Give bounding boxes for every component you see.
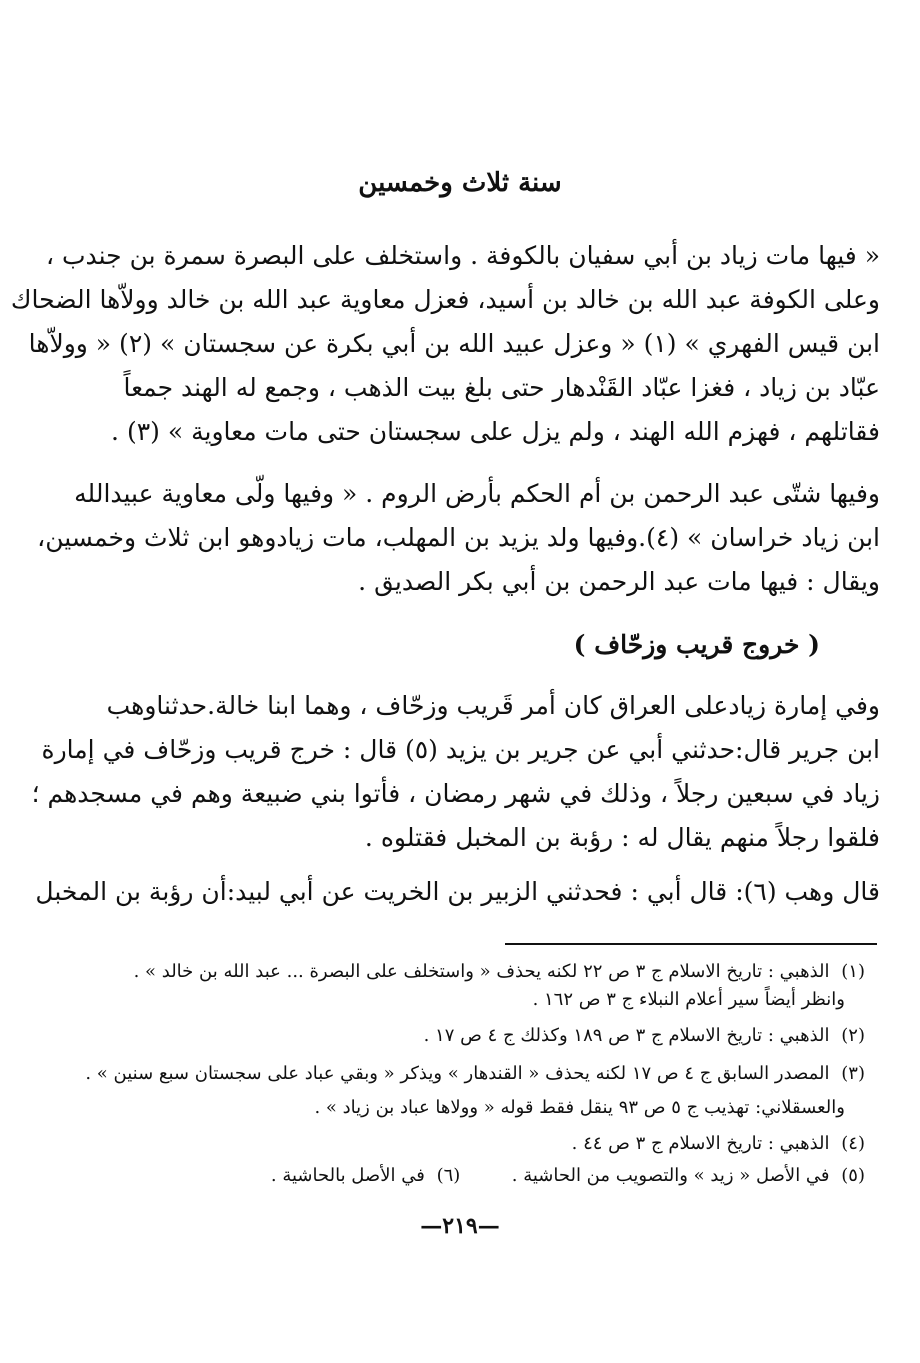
- paragraph-line: عبّاد بن زياد ، فغزا عبّاد القَنْدهار حتى بلغ بيت الذهب ، وجمع له الهند جمعاً: [123, 373, 880, 402]
- chapter-heading: سنة ثلاث وخمسين: [358, 168, 562, 198]
- paragraph-line: فلقوا رجلاً منهم يقال له : رؤبة بن المخبل فقتلوه .: [364, 823, 880, 852]
- footnote-4: [150, 1130, 865, 1158]
- footnote-text: الذهبي : تاريخ الاسلام ج ٣ ص ٢٢ لكنه يحذف « واستخلف على البصرة ... عبد الله بن خالد » .: [133, 961, 830, 982]
- paragraph-line: زياد في سبعين رجلاً ، وذلك في شهر رمضان ، فأتوا بني ضبيعة وهم في مسجدهم ؛: [31, 779, 880, 808]
- paragraph-line: قال وهب (٦): قال أبي : فحدثني الزبير بن الخريت عن أبي لبيد:أن رؤبة بن المخبل: [35, 877, 880, 906]
- footnote-text: في الأصل بالحاشية .: [270, 1165, 425, 1186]
- footnote-number: (٢): [841, 1025, 865, 1046]
- paragraph-line: ابن جرير قال:حدثني أبي عن جرير بن يزيد (٥) قال : خرج قريب وزحّاف في إمارة: [41, 735, 880, 764]
- footnote-number: (٦): [436, 1165, 461, 1186]
- footnote-number: (٥): [841, 1165, 865, 1186]
- section-title: ( خروج قريب وزحّاف ): [573, 630, 820, 659]
- footnote-5-6-row: [150, 1162, 865, 1190]
- footnote-6: [271, 1165, 460, 1186]
- footnote-text: المصدر السابق ج ٤ ص ١٧ لكنه يحذف « القندهار » ويذكر « وبقي عباد على سجستان سبع سنين » .: [85, 1063, 830, 1084]
- footnote-separator: [505, 943, 877, 945]
- paragraph-line: ويقال : فيها مات عبد الرحمن بن أبي بكر الصديق .: [358, 567, 880, 596]
- footnote-3: [85, 1060, 865, 1088]
- footnote-text: الذهبي : تاريخ الاسلام ج ٣ ص ٤٤ .: [571, 1133, 830, 1154]
- paragraph-line: ابن زياد خراسان » (٤).وفيها ولد يزيد بن المهلب، مات زيادوهو ابن ثلاث وخمسين،: [37, 523, 880, 552]
- footnote-text: في الأصل « زيد » والتصويب من الحاشية .: [511, 1165, 830, 1186]
- paragraph-line: فقاتلهم ، فهزم الله الهند ، ولم يزل على سجستان حتى مات معاوية » (٣) .: [111, 417, 880, 446]
- footnote-number: (١): [841, 961, 865, 982]
- paragraph-line: « فيها مات زياد بن أبي سفيان بالكوفة . واستخلف على البصرة سمرة بن جندب ،: [45, 241, 880, 270]
- footnote-number: (٤): [841, 1133, 865, 1154]
- paragraph-line: وفيها شتّى عبد الرحمن بن أم الحكم بأرض الروم . « وفيها ولّى معاوية عبيدالله: [74, 479, 880, 508]
- footnote-3-continuation: والعسقلاني: تهذيب ج ٥ ص ٩٣ ينقل فقط قوله « وولاها عباد بن زياد » .: [314, 1097, 845, 1118]
- page-number: —٢١٩—: [420, 1213, 500, 1239]
- paragraph-line: وفي إمارة زيادعلى العراق كان أمر قَريب وزحّاف ، وهما ابنا خالة.حدثناوهب: [106, 691, 880, 720]
- footnote-text: الذهبي : تاريخ الاسلام ج ٣ ص ١٨٩ وكذلك ج ٤ ص ١٧ .: [423, 1025, 830, 1046]
- paragraph-line: وعلى الكوفة عبد الله بن خالد بن أسيد، فعزل معاوية عبد الله بن خالد وولاّها الضحاك: [10, 285, 880, 314]
- footnote-5: [506, 1165, 865, 1186]
- footnote-number: (٣): [841, 1063, 865, 1084]
- footnote-2: [150, 1022, 865, 1050]
- footnote-1: [133, 958, 865, 986]
- paragraph-line: ابن قيس الفهري » (١) « وعزل عبيد الله بن أبي بكرة عن سجستان » (٢) « وولاّها: [28, 329, 880, 358]
- footnote-1-continuation: وانظر أيضاً سير أعلام النبلاء ج ٣ ص ١٦٢ .: [532, 989, 845, 1010]
